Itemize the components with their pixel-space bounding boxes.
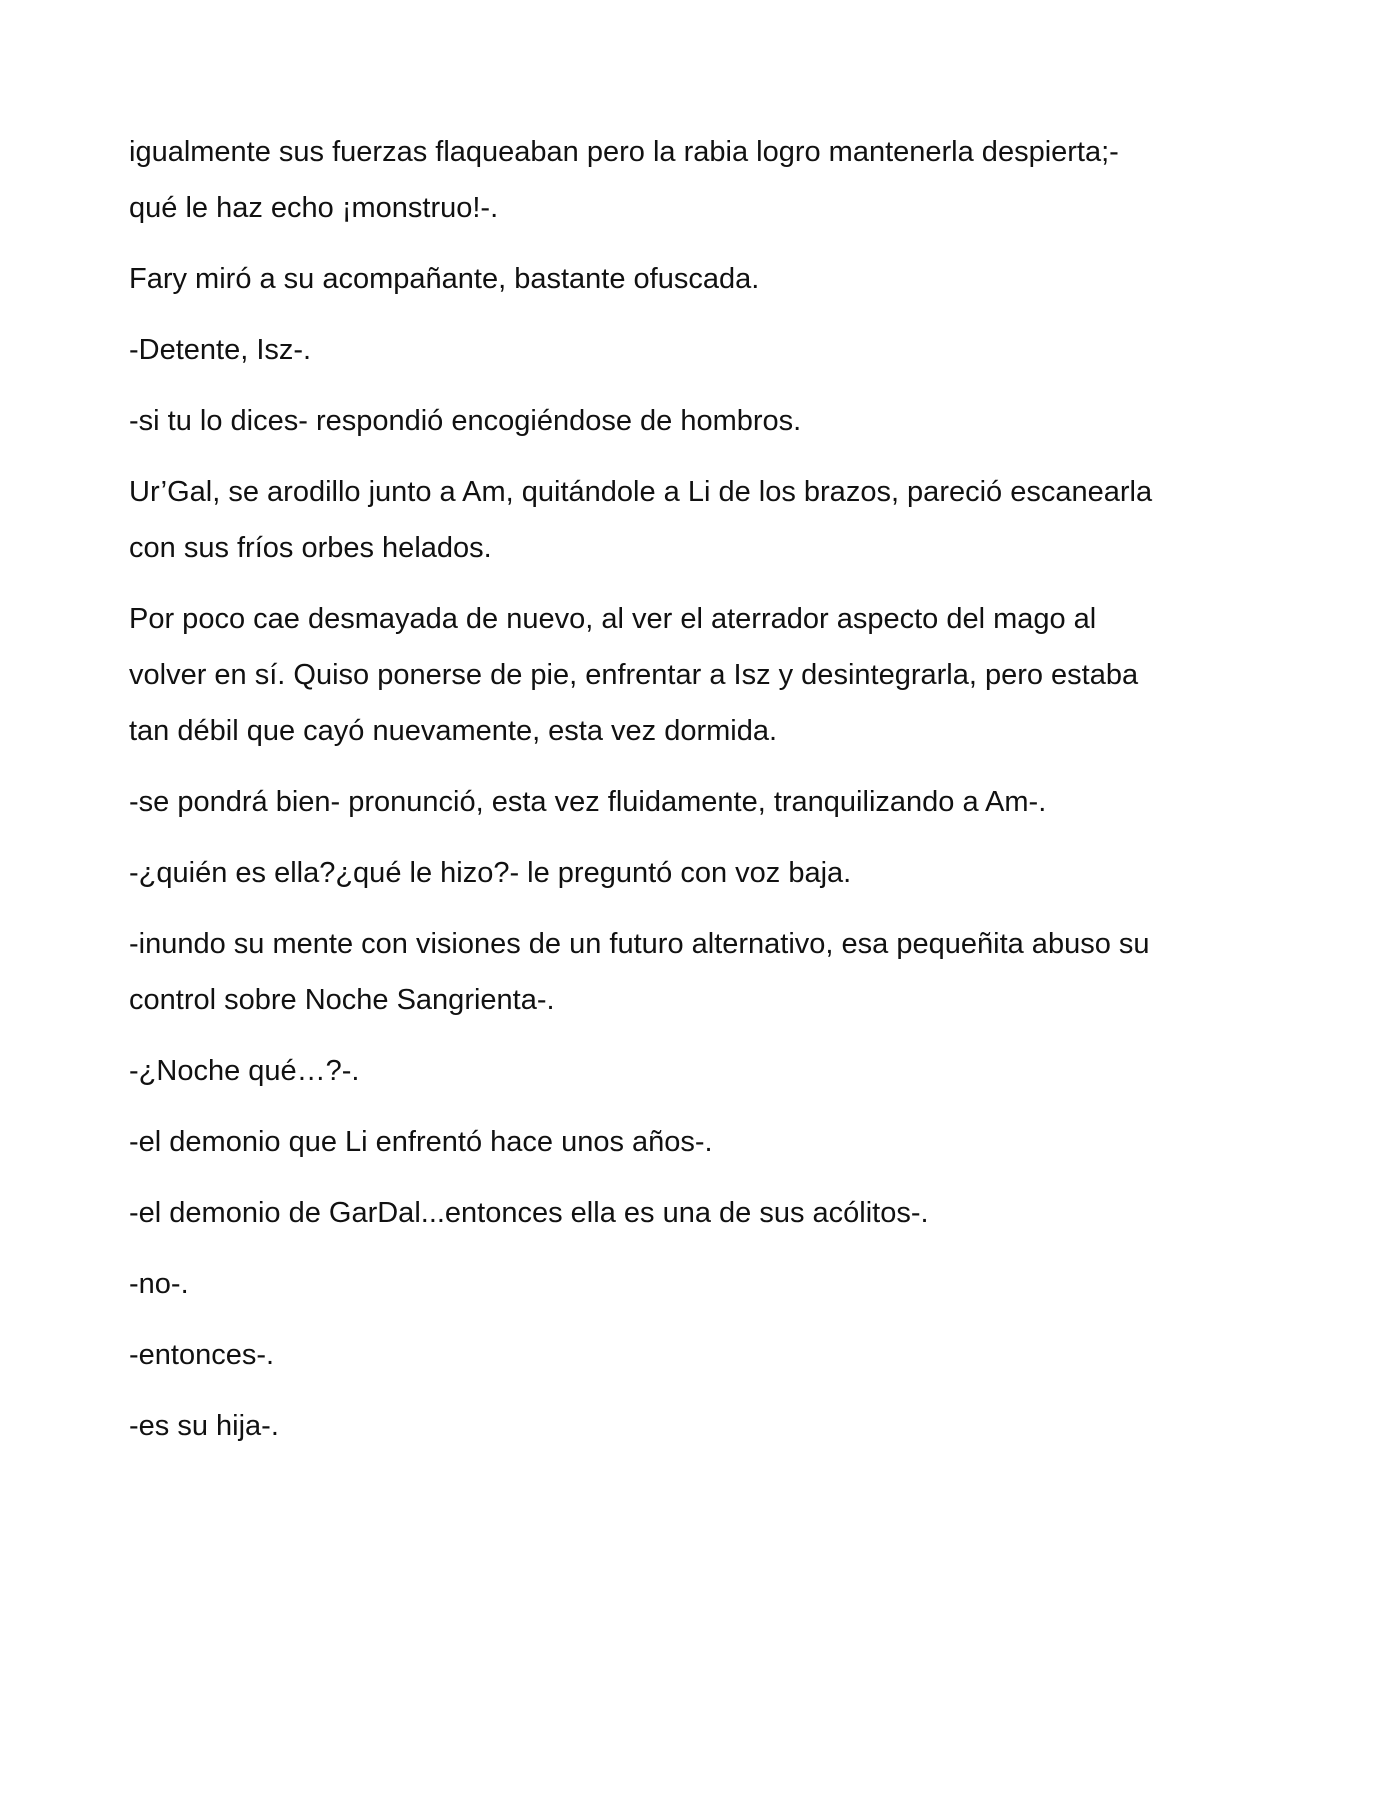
text-line: Por poco cae desmayada de nuevo, al ver el aterrador aspecto del mago al xyxy=(129,603,1097,635)
text-line: -entonces-. xyxy=(129,1339,275,1371)
paragraph xyxy=(129,393,1279,449)
paragraph xyxy=(129,1185,1279,1241)
paragraph xyxy=(129,591,1279,759)
text-line: -el demonio que Li enfrentó hace unos años-. xyxy=(129,1126,713,1158)
paragraph xyxy=(129,1398,1279,1454)
paragraph xyxy=(129,124,1279,236)
paragraph xyxy=(129,774,1279,830)
paragraph xyxy=(129,845,1279,901)
text-line: Ur’Gal, se arodillo junto a Am, quitándole a Li de los brazos, pareció escanearla xyxy=(129,476,1153,508)
text-line: -¿quién es ella?¿qué le hizo?- le preguntó con voz baja. xyxy=(129,857,852,889)
paragraph xyxy=(129,251,1279,307)
text-line: -si tu lo dices- respondió encogiéndose de hombros. xyxy=(129,405,802,437)
paragraph xyxy=(129,464,1279,576)
text-line: con sus fríos orbes helados. xyxy=(129,532,492,564)
text-line: qué le haz echo ¡monstruo!-. xyxy=(129,192,499,224)
paragraph xyxy=(129,322,1279,378)
text-line: -inundo su mente con visiones de un futuro alternativo, esa pequeñita abuso su xyxy=(129,928,1150,960)
text-line: -¿Noche qué…?-. xyxy=(129,1055,360,1087)
text-line: igualmente sus fuerzas flaqueaban pero la rabia logro mantenerla despierta;- xyxy=(129,136,1119,168)
text-line: tan débil que cayó nuevamente, esta vez dormida. xyxy=(129,715,778,747)
text-line: -el demonio de GarDal...entonces ella es una de sus acólitos-. xyxy=(129,1197,929,1229)
text-line: volver en sí. Quiso ponerse de pie, enfrentar a Isz y desintegrarla, pero estaba xyxy=(129,659,1139,691)
text-line: -no-. xyxy=(129,1268,189,1300)
paragraph xyxy=(129,1114,1279,1170)
paragraph xyxy=(129,916,1279,1028)
document-body xyxy=(129,124,1279,1469)
text-line: -es su hija-. xyxy=(129,1410,279,1442)
paragraph xyxy=(129,1256,1279,1312)
paragraph xyxy=(129,1043,1279,1099)
text-line: control sobre Noche Sangrienta-. xyxy=(129,984,555,1016)
text-line: -Detente, Isz-. xyxy=(129,334,312,366)
paragraph xyxy=(129,1327,1279,1383)
text-line: -se pondrá bien- pronunció, esta vez fluidamente, tranquilizando a Am-. xyxy=(129,786,1047,818)
text-line: Fary miró a su acompañante, bastante ofuscada. xyxy=(129,263,760,295)
